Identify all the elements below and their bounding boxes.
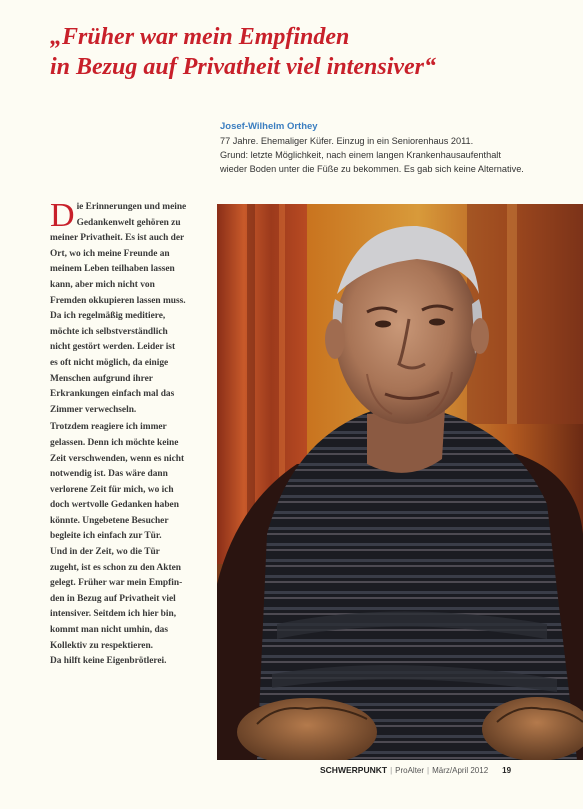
body-line: Und in der Zeit, wo die Tür	[50, 547, 160, 558]
body-line: möchte ich selbstverständlich	[50, 326, 168, 337]
footer-separator: |	[427, 766, 430, 775]
body-line: den in Bezug auf Privatheit viel	[50, 593, 176, 604]
body-line: intensiver. Seitdem ich hier bin,	[50, 609, 177, 620]
body-line: gelassen. Denn ich möchte keine	[50, 437, 179, 448]
headline-line-2: in Bezug auf Privatheit viel intensiver“	[50, 54, 437, 80]
person-name: Josef-Wilhelm Orthey	[220, 121, 318, 132]
paragraph-1	[50, 197, 212, 418]
footer-issue: März/April 2012	[432, 766, 489, 775]
body-line: begleite ich einfach zur Tür.	[50, 531, 162, 542]
body-line: Kollektiv zu respektieren.	[50, 640, 154, 651]
person-info-line-1: 77 Jahre. Ehemaliger Küfer. Einzug in ein Seniorenhaus 2011.	[220, 136, 474, 146]
page-footer	[320, 765, 580, 775]
person-info-line-3: wieder Boden unter die Füße zu bekommen. Es gab sich keine Alternative.	[220, 164, 524, 174]
body-line: Zeit verschwenden, wenn es nicht	[50, 453, 185, 464]
footer-section: SCHWERPUNKT	[320, 765, 388, 775]
body-line: Da hilft keine Eigenbrötlerei.	[50, 656, 167, 667]
portrait-illustration	[217, 204, 583, 760]
body-line: gelegt. Früher war mein Empfin-	[50, 578, 183, 589]
body-line: Fremden okkupieren lassen muss.	[50, 295, 186, 306]
body-line: notwendig ist. Das wäre dann	[50, 469, 168, 480]
body-line: Da ich regelmäßig meditiere,	[50, 311, 166, 322]
person-byline	[220, 120, 570, 176]
headline-line-1: „Früher war mein Empfinden	[50, 24, 350, 50]
paragraph-2	[50, 420, 212, 670]
body-line: Erkrankungen einfach mal das	[50, 389, 175, 400]
body-line: ie Erinnerungen und meine	[76, 202, 187, 212]
body-line: Gedankenwelt gehören zu	[76, 217, 181, 228]
body-line: meiner Privatheit. Es ist auch der	[50, 233, 185, 244]
body-line: Menschen aufgrund ihrer	[50, 373, 153, 384]
body-line: es oft nicht möglich, da einige	[50, 357, 169, 368]
body-line: nicht gestört werden. Leider ist	[50, 342, 176, 353]
body-line: verlorene Zeit für mich, wo ich	[50, 484, 174, 495]
body-line: Ort, wo ich meine Freunde an	[50, 248, 170, 259]
body-line: zugeht, ist es schon zu den Akten	[50, 562, 182, 573]
portrait-photo	[217, 204, 583, 760]
body-line: könnte. Ungebetene Besucher	[50, 515, 169, 526]
article-body	[50, 197, 212, 670]
article-headline	[50, 22, 570, 82]
body-line: kann, aber mich nicht von	[50, 279, 155, 290]
body-line: doch wertvolle Gedanken haben	[50, 500, 179, 511]
page-number: 19	[502, 766, 512, 775]
body-line: meinem Leben teilhaben lassen	[50, 264, 175, 275]
body-line: kommt man nicht umhin, das	[50, 625, 168, 636]
dropcap: D	[50, 197, 75, 234]
footer-separator: |	[390, 766, 393, 775]
body-line: Zimmer verwechseln.	[50, 404, 137, 415]
footer-magazine: ProAlter	[395, 766, 425, 775]
person-info-line-2: Grund: letzte Möglichkeit, nach einem langen Krankenhausaufenthalt	[220, 150, 501, 160]
body-line: Trotzdem reagiere ich immer	[50, 422, 167, 433]
